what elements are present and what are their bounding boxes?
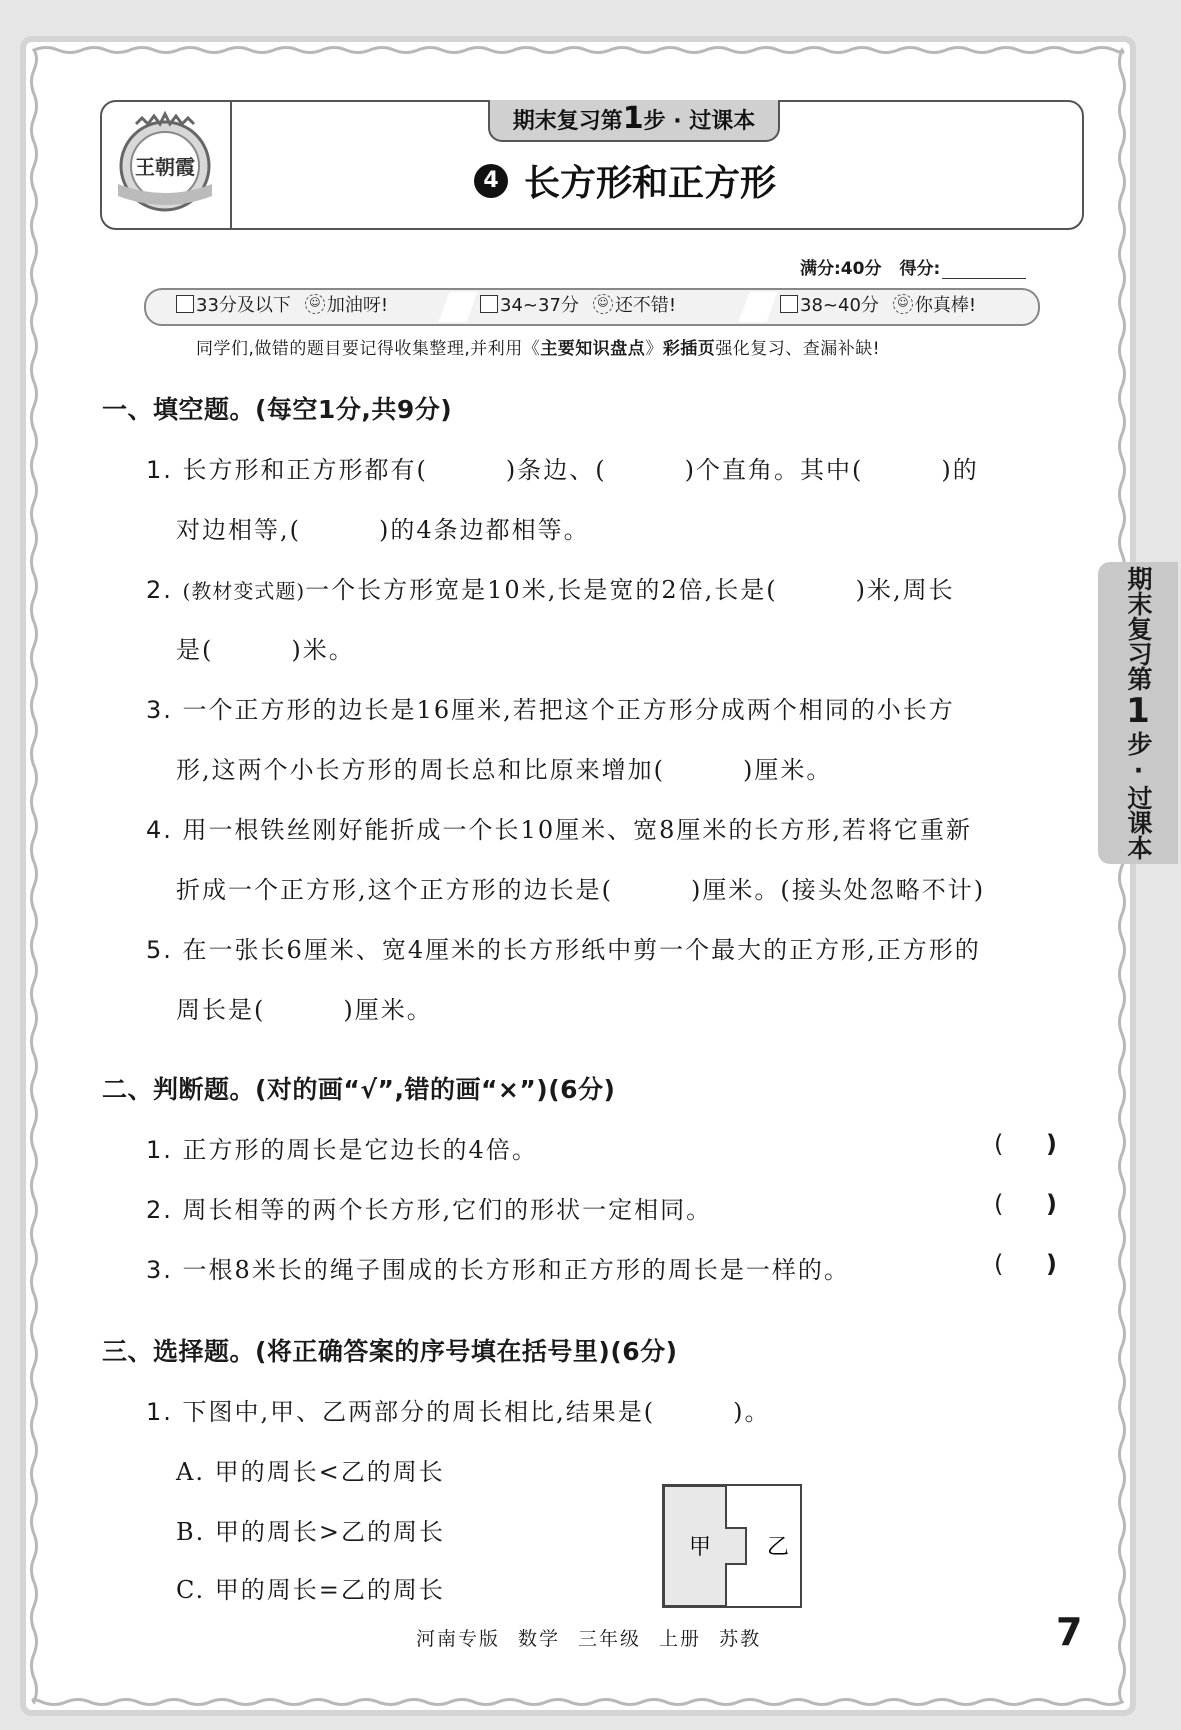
- unit-number-badge: 4: [474, 164, 508, 198]
- judge-item: 2. 周长相等的两个长方形,它们的形状一定相同。: [146, 1196, 713, 1224]
- page-title: [474, 154, 776, 214]
- instruction-note: 同学们,做错的题目要记得收集整理,并利用《主要知识盘点》彩插页强化复习、查漏补缺!: [196, 339, 881, 359]
- judge-item: 1. 正方形的周长是它边长的4倍。: [146, 1136, 538, 1164]
- rank-bar: [144, 288, 1040, 326]
- rank-separator: [439, 292, 478, 322]
- perimeter-figure: [662, 1484, 804, 1610]
- section-heading-true-false: 二、判断题。(对的画“√”,错的画“×”)(6分): [102, 1075, 616, 1104]
- answer-parens[interactable]: ( ): [994, 1130, 1057, 1158]
- rank-option[interactable]: 33分及以下 ☺ 加油呀!: [176, 292, 388, 320]
- choice-option-a[interactable]: A. 甲的周长<乙的周长: [176, 1458, 445, 1486]
- choice-option-b[interactable]: B. 甲的周长>乙的周长: [176, 1518, 446, 1546]
- question-line: 周长是( )厘米。: [176, 996, 433, 1024]
- rank-separator: [739, 292, 778, 322]
- question-line: 折成一个正方形,这个正方形的边长是( )厘米。(接头处忽略不计): [176, 876, 986, 904]
- footer-info: 河南专版 数学 三年级 上册 苏教: [416, 1628, 762, 1650]
- label-yi: 乙: [766, 1535, 790, 1560]
- choice-question: 1. 下图中,甲、乙两部分的周长相比,结果是( )。: [146, 1398, 771, 1426]
- question-line: 1. 长方形和正方形都有( )条边、( )个直角。其中( )的: [146, 456, 979, 484]
- logo-emblem: [102, 102, 228, 226]
- judge-item: 3. 一根8米长的绳子围成的长方形和正方形的周长是一样的。: [146, 1256, 850, 1284]
- question-line: 3. 一个正方形的边长是16厘米,若把这个正方形分成两个相同的小长方: [146, 696, 955, 724]
- svg-text:王朝霞: 王朝霞: [135, 155, 195, 179]
- question-line: 2. (教材变式题)一个长方形宽是10米,长是宽的2倍,长是( )米,周长: [146, 576, 955, 604]
- answer-parens[interactable]: ( ): [994, 1250, 1057, 1278]
- smiley-icon: ☺: [305, 294, 325, 314]
- section-heading-choice: 三、选择题。(将正确答案的序号填在括号里)(6分): [102, 1337, 678, 1366]
- question-line: 形,这两个小长方形的周长总和比原来增加( )厘米。: [176, 756, 833, 784]
- label-jia: 甲: [688, 1535, 712, 1560]
- question-line: 5. 在一张长6厘米、宽4厘米的长方形纸中剪一个最大的正方形,正方形的: [146, 936, 981, 964]
- checkbox-icon[interactable]: [780, 295, 798, 313]
- side-tab: 期末复习第 1 步·过课本: [1098, 562, 1178, 864]
- rank-option[interactable]: 38~40分 ☺ 你真棒!: [780, 292, 976, 320]
- smiley-icon: ☺: [593, 294, 613, 314]
- title-text: 长方形和正方形: [524, 163, 777, 204]
- section-heading-fill-blank: 一、填空题。(每空1分,共9分): [102, 395, 453, 424]
- score-blank[interactable]: [942, 278, 1026, 279]
- header-box: [100, 100, 1084, 230]
- page-number: 7: [1056, 1610, 1083, 1654]
- rank-option[interactable]: 34~37分 ☺ 还不错!: [480, 292, 676, 320]
- score-line: 满分:40分 得分:: [800, 254, 1026, 279]
- logo: [102, 102, 232, 228]
- question-line: 对边相等,( )的4条边都相等。: [176, 516, 590, 544]
- answer-parens[interactable]: ( ): [994, 1190, 1057, 1218]
- choice-option-c[interactable]: C. 甲的周长=乙的周长: [176, 1576, 445, 1604]
- question-line: 4. 用一根铁丝刚好能折成一个长10厘米、宽8厘米的长方形,若将它重新: [146, 816, 972, 844]
- step-banner: 期末复习第1步 · 过课本: [488, 100, 780, 142]
- question-line: 是( )米。: [176, 636, 355, 664]
- checkbox-icon[interactable]: [176, 295, 194, 313]
- checkbox-icon[interactable]: [480, 295, 498, 313]
- smiley-icon: ☺: [893, 294, 913, 314]
